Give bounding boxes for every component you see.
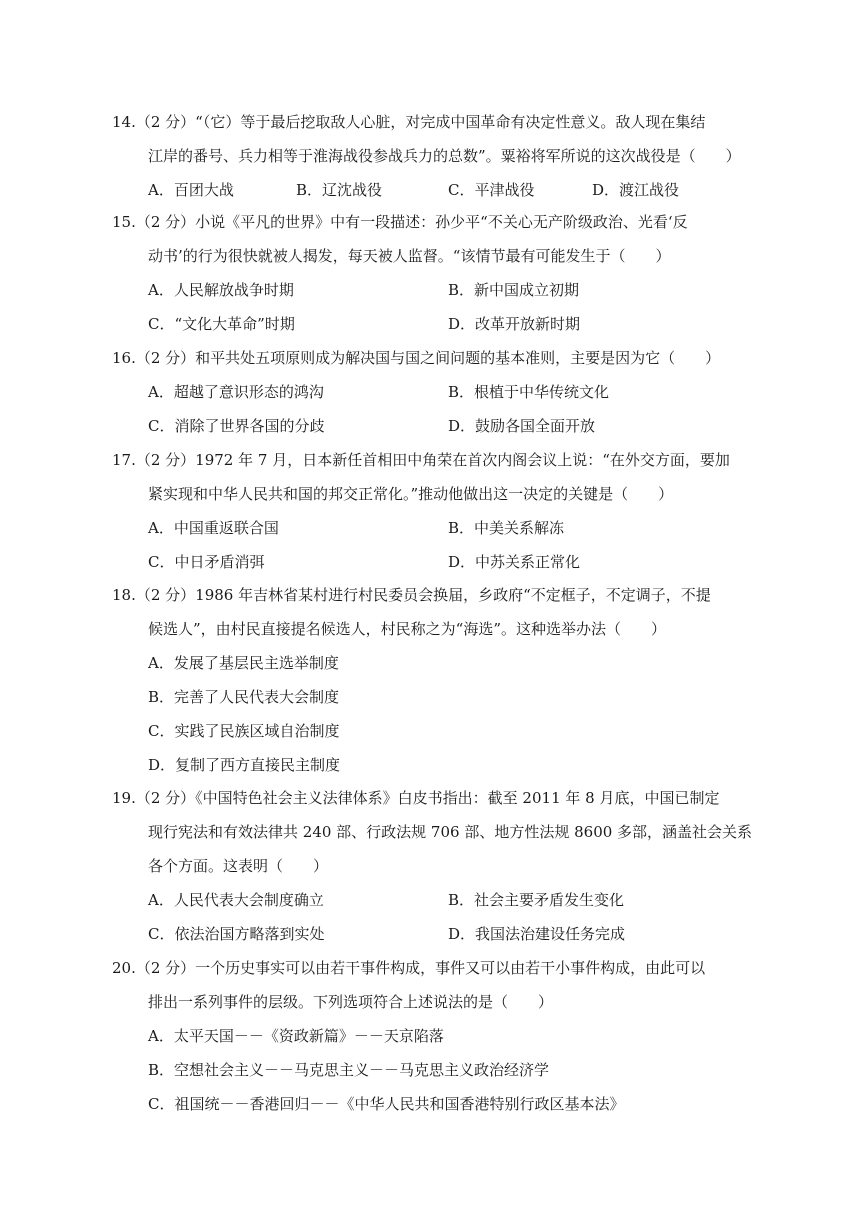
- option-a[interactable]: A．人民代表大会制度确立: [148, 891, 324, 909]
- option-b[interactable]: B．社会主要矛盾发生变化: [448, 891, 625, 909]
- question-stem-line: 16.（2 分）和平共处五项原则成为解决国与国之间问题的基本准则，主要是因为它（ ）: [112, 349, 721, 367]
- option-a[interactable]: A．发展了基层民主选举制度: [148, 654, 339, 672]
- option-a[interactable]: A．百团大战: [148, 181, 234, 199]
- option-c[interactable]: C．依法治国方略落到实处: [148, 925, 325, 943]
- option-d[interactable]: D．鼓励各国全面开放: [448, 417, 596, 435]
- option-c[interactable]: C．祖国统－－香港回归－－《中华人民共和国香港特别行政区基本法》: [148, 1095, 625, 1113]
- option-a[interactable]: A．超越了意识形态的鸿沟: [148, 383, 324, 401]
- option-d[interactable]: D．渡江战役: [592, 181, 680, 199]
- question-stem-line: 现行宪法和有效法律共 240 部、行政法规 706 部、地方性法规 8600 多部，涵盖社会关系: [148, 823, 753, 841]
- question-stem-line: 14.（2 分）“（它）等于最后挖取敌人心脏，对完成中国革命有决定性意义。敌人现在集结: [112, 113, 706, 131]
- option-b[interactable]: B．新中国成立初期: [448, 281, 580, 299]
- option-b[interactable]: B．中美关系解冻: [448, 519, 565, 537]
- option-b[interactable]: B．空想社会主义－－马克思主义－－马克思主义政治经济学: [148, 1061, 550, 1079]
- option-a[interactable]: A．人民解放战争时期: [148, 281, 294, 299]
- question-stem-line: 19.（2 分）《中国特色社会主义法律体系》白皮书指出：截至 2011 年 8 月底，中国已制定: [112, 789, 720, 807]
- question-stem-line: 17.（2 分）1972 年 7 月，日本新任首相田中角荣在首次内阁会议上说：“在外交方面，要加: [112, 451, 730, 469]
- option-d[interactable]: D．中苏关系正常化: [448, 553, 581, 571]
- option-d[interactable]: D．复制了西方直接民主制度: [148, 756, 341, 774]
- option-c[interactable]: C．中日矛盾消弭: [148, 553, 265, 571]
- option-d[interactable]: D．我国法治建设任务完成: [448, 925, 626, 943]
- option-c[interactable]: C．消除了世界各国的分歧: [148, 417, 325, 435]
- question-stem-line: 动书’的行为很快就被人揭发，每天被人监督。“该情节最有可能发生于（ ）: [148, 247, 671, 265]
- option-a[interactable]: A．太平天国－－《资政新篇》－－天京陷落: [148, 1027, 444, 1045]
- option-c[interactable]: C．平津战役: [448, 181, 535, 199]
- question-stem-line: 江岸的番号、兵力相等于淮海战役参战兵力的总数”。粟裕将军所说的这次战役是（ ）: [148, 147, 741, 165]
- question-stem-line: 候选人”，由村民直接提名候选人，村民称之为“海选”。这种选举办法（ ）: [148, 620, 667, 638]
- option-b[interactable]: B．辽沈战役: [296, 181, 383, 199]
- question-stem-line: 20.（2 分）一个历史事实可以由若干事件构成，事件又可以由若干小事件构成，由此可以: [112, 959, 706, 977]
- option-c[interactable]: C．实践了民族区域自治制度: [148, 722, 340, 740]
- option-a[interactable]: A．中国重返联合国: [148, 519, 279, 537]
- option-c[interactable]: C．“文化大革命”时期: [148, 315, 295, 333]
- question-stem-line: 紧实现和中华人民共和国的邦交正常化。”推动他做出这一决定的关键是（ ）: [148, 485, 674, 503]
- question-stem-line: 各个方面。这表明（ ）: [148, 857, 329, 875]
- option-d[interactable]: D．改革开放新时期: [448, 315, 581, 333]
- option-b[interactable]: B．根植于中华传统文化: [448, 383, 610, 401]
- question-stem-line: 15.（2 分）小说《平凡的世界》中有一段描述：孙少平“不关心无产阶级政治、光看‘反: [112, 213, 688, 231]
- question-stem-line: 排出一系列事件的层级。下列选项符合上述说法的是（ ）: [148, 993, 554, 1011]
- question-stem-line: 18.（2 分）1986 年吉林省某村进行村民委员会换届，乡政府“不定框子，不定调子，不提: [112, 586, 711, 604]
- option-b[interactable]: B．完善了人民代表大会制度: [148, 688, 340, 706]
